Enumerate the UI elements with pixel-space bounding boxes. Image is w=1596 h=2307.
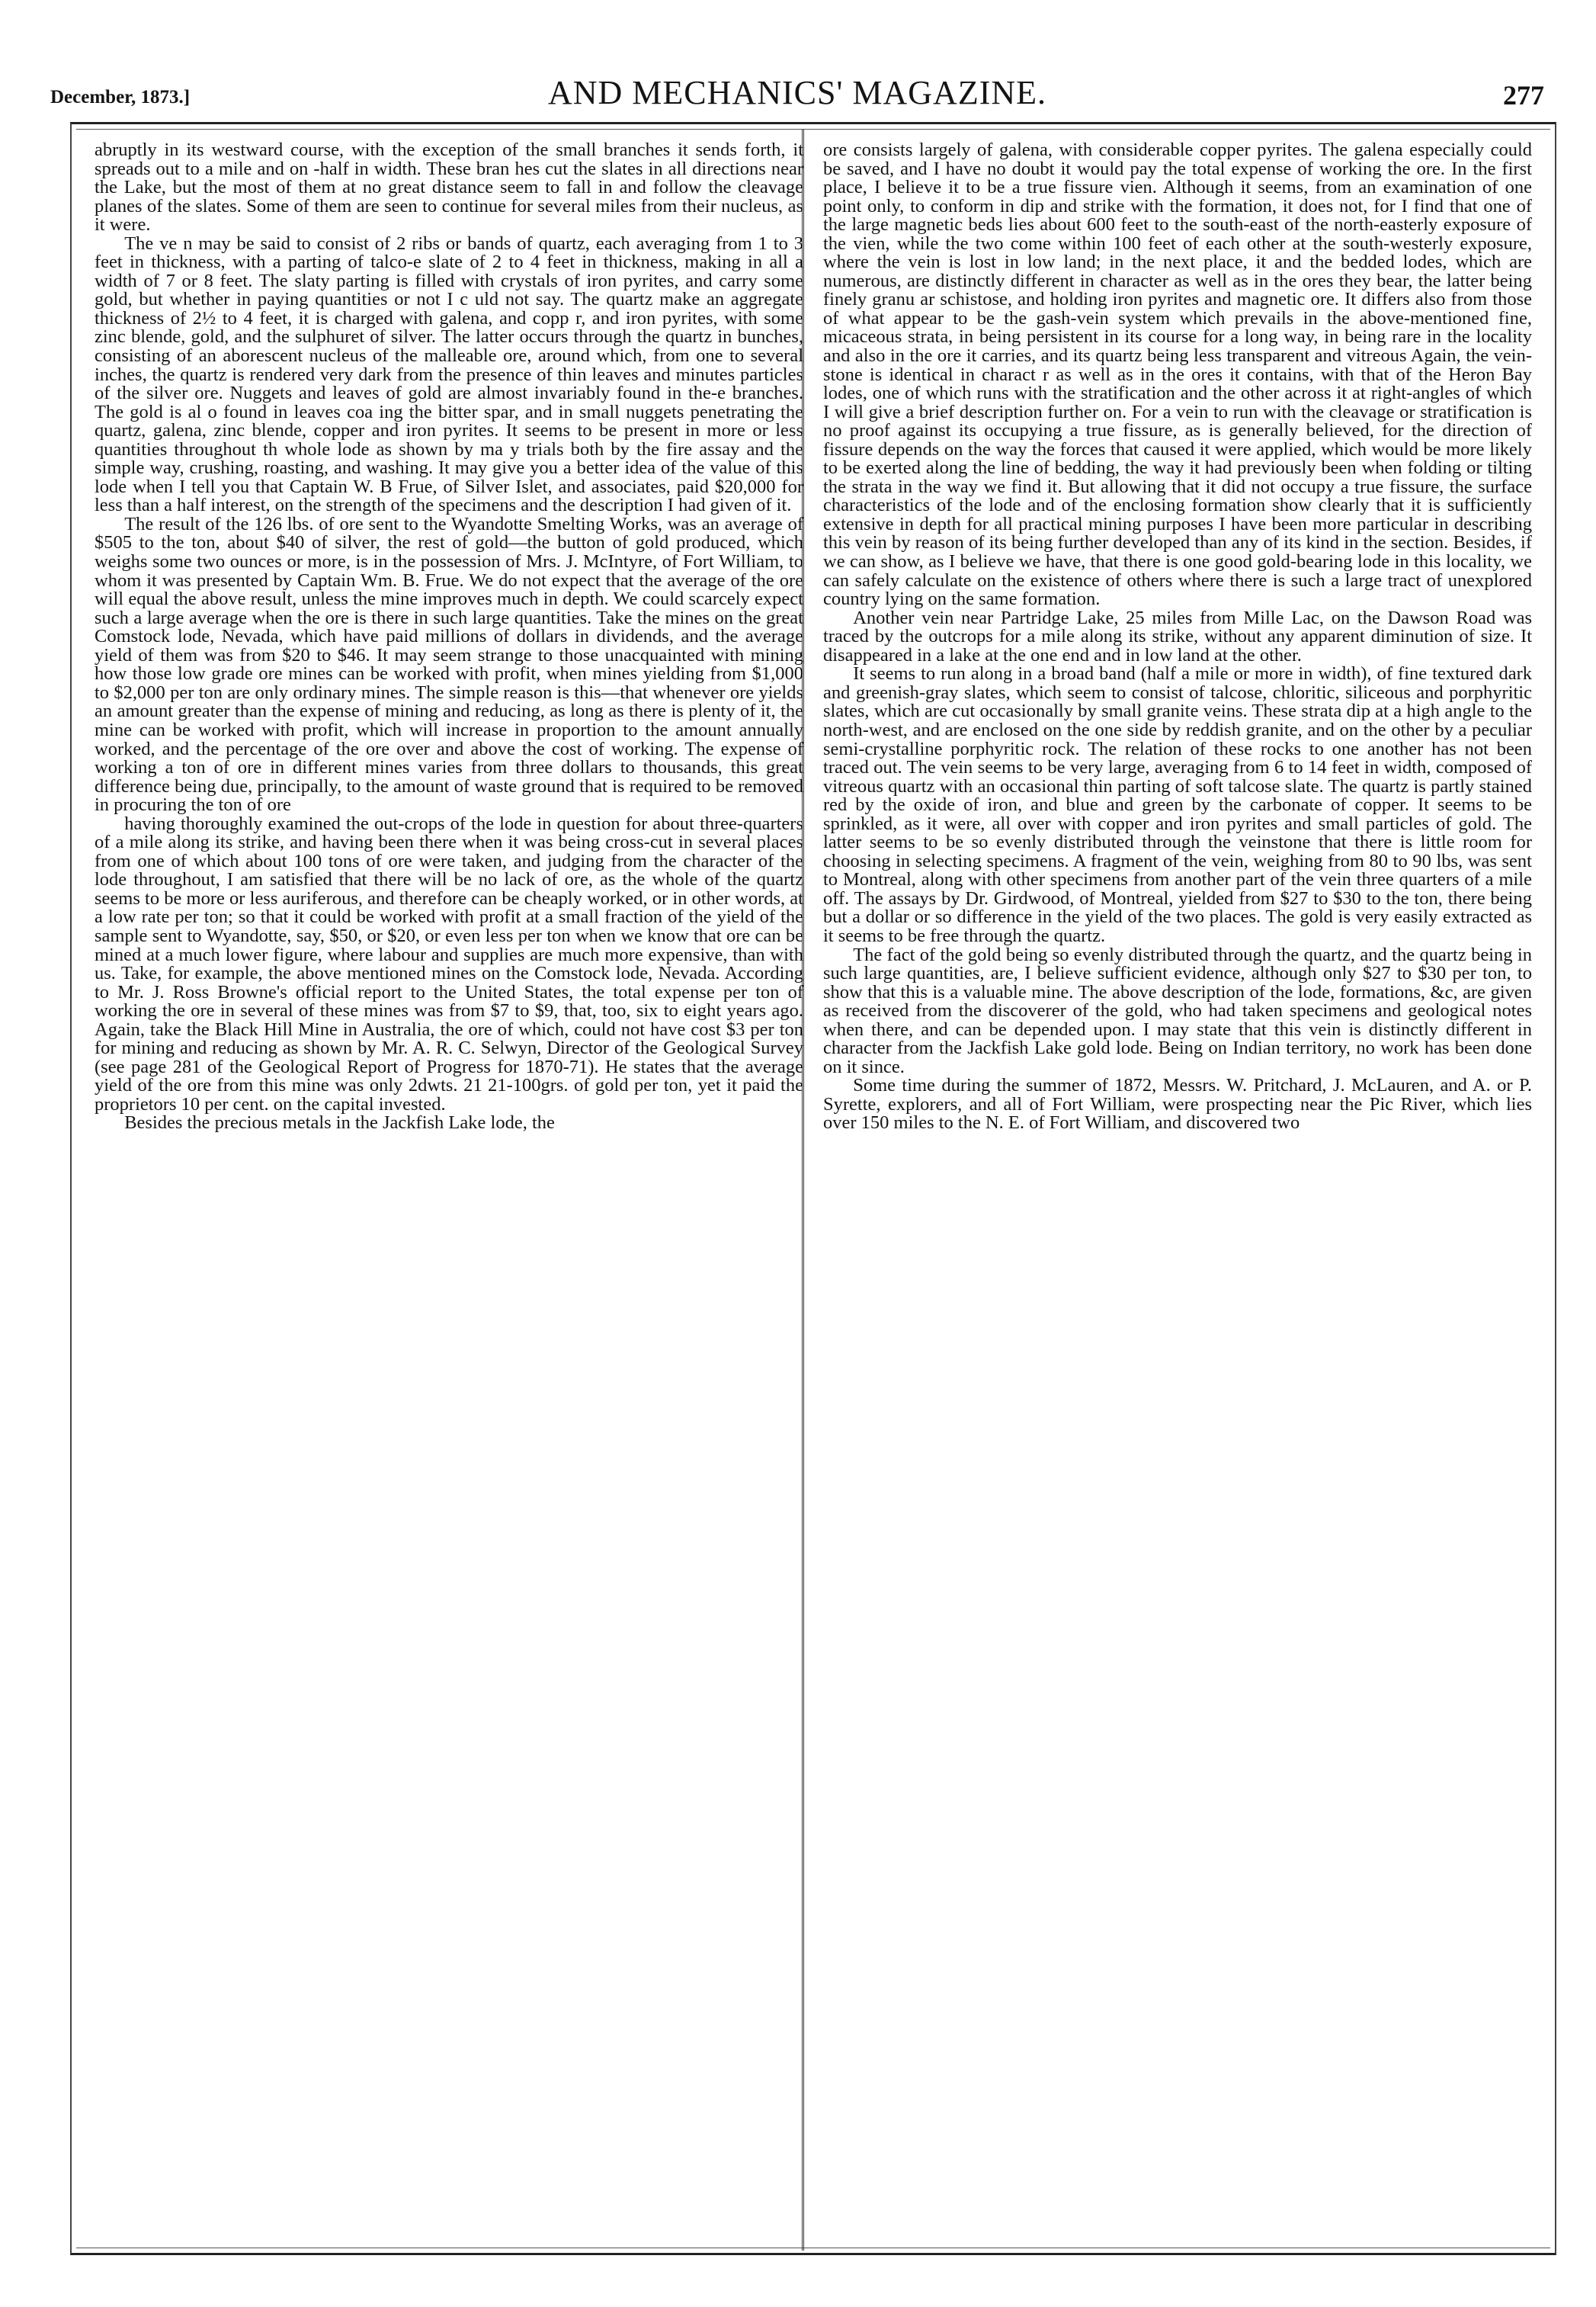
paragraph: The fact of the gold being so evenly distributed through the quartz, and the quartz being in such large quantities, are, I believe sufficient evidence, although only $27 to $30 per ton, to show that this is a valuable mine. The above description of the lode, formations, &c, are given as received from the discoverer of the gold, who had taken specimens and geological notes when there, and can be depended upon. I may state that this vein is distinctly different in character from the Jackfish Lake gold lode. Being on Indian territory, no work has been done on it since.	[823, 944, 1532, 1077]
paragraph: ore consists largely of galena, with considerable copper pyrites. The galena especially could be saved, and I have no doubt it would pay the total expense of working the ore. In the first place, I believe it to be a true fissure vien. Although it seems, from an examination of one point only, to conform in dip and strike with the formation, it does not, for I find that one of the large magnetic beds lies about 600 feet to the south-east of the north-easterly exposure of the vien, while the two come within 100 feet of each other at the south-westerly exposure, where the vein is lost in low land; in the next place, it and the bedded lodes, which are numerous, are distinctly different in character as well as in the ores they bear, the latter being finely granu ar schistose, and holding iron pyrites and magnetic ore. It differs also from those of what appear to be the gash-vein system which prevails in the above-mentioned fine, micaceous strata, in being persistent in its course for a long way, in being rare in the locality and also in the ore it carries, and its quartz being less transparent and vitreous Again, the vein-stone is identical in charact r as well as in the ores it contains, with that of the Heron Bay lodes, one of which runs with the stratification and the other across it at right-angles of which I will give a brief description further on. For a vein to run with the cleavage or stratification is no proof against its occupying a true fissure, as is generally believed, for the direction of fissure depends on the way the forces that caused it were applied, which would be more likely to be exerted along the line of bedding, the way it had previously been when folding or tilting the strata in the way we find it. But allowing that it did not occupy a true fissure, the surface characteristics of the lode and of the enclosing formation show clearly that it is sufficiently extensive in depth for all practical mining purposes I have been more particular in describing this vein by reason of its being further developed than any of its kind in the section. Besides, if we can show, as I believe we have, that there is one good gold-bearing lode in this locality, we can safely calculate on the existence of others where there is such a large tract of unexplored country lying on the same formation.	[823, 141, 1532, 610]
paragraph: Some time during the summer of 1872, Messrs. W. Pritchard, J. McLauren, and A. or P. Syrette, explorers, and all of Fort William, were prospecting near the Pic River, which lies over 150 miles to the N. E. of Fort William, and discovered two	[823, 1075, 1532, 1134]
right-column	[823, 141, 1532, 2245]
paragraph: It seems to run along in a broad band (half a mile or more in width), of fine textured dark and greenish-gray slates, which seem to consist of talcose, chloritic, siliceous and porphyritic slates, which are cut occasionally by small granite veins. These strata dip at a high angle to the north-west, and are enclosed on the one side by reddish granite, and on the other by a peculiar semi-crystalline porphyritic rock. The relation of these rocks to one another has not been traced out. The vein seems to be very large, averaging from 6 to 14 feet in width, composed of vitreous quartz with an occasional thin parting of soft talcose slate. The quartz is partly stained red by the oxide of iron, and blue and green by the carbonate of copper. It seems to be sprinkled, as it were, all over with copper and iron pyrites and small particles of gold. The latter seems to be so evenly distributed through the veinstone that there is little room for choosing in selecting specimens. A fragment of the vein, weighing from 80 to 90 lbs, was sent to Montreal, along with other specimens from another part of the vein three quarters of a mile off. The assays by Dr. Girdwood, of Montreal, yielded from $27 to $30 to the ton, there being but a dollar or so difference in the yield of the two places. The gold is very easily extracted as it seems to be free through the quartz.	[823, 663, 1532, 946]
paragraph: The result of the 126 lbs. of ore sent to the Wyandotte Smelting Works, was an average of $505 to the ton, about $40 of silver, the rest of gold—the button of gold produced, which weighs some two ounces or more, is in the possession of Mrs. J. McIntyre, of Fort William, to whom it was presented by Captain Wm. B. Frue. We do not expect that the average of the ore will equal the above result, unless the mine improves much in depth. We could scarcely expect such a large average when the ore is there in such large quantities. Take the mines on the great Comstock lode, Nevada, which have paid millions of dollars in dividends, and the average yield of them was from $20 to $46. It may seem strange to those unacquainted with mining how those low grade ore mines can be worked with profit, when mines yielding from $1,000 to $2,000 per ton are only ordinary mines. The simple reason is this—that whenever ore yields an amount greater than the expense of mining and reducing, as long as there is plenty of it, the mine can be worked with profit, which will increase in proportion to the amount annually worked, and the percentage of the ore over and above the cost of working. The expense of working a ton of ore in different mines varies from three dollars to thousands, this great difference being due, principally, to the amount of waste ground that is required to be removed in procuring the ton of ore	[95, 513, 803, 816]
paragraph: having thoroughly examined the out-crops of the lode in question for about three-quarters of a mile along its strike, and having been there when it was being cross-cut in several places from one of which about 100 tons of ore were taken, and judging from the character of the lode throughout, I am satisfied that there will be no lack of ore, as the whole of the quartz seems to be more or less auriferous, and therefore can be cheaply worked, or in other words, at a low rate per ton; so that it could be worked with profit at a small fraction of the yield of the sample sent to Wyandotte, say, $50, or $20, or even less per ton when we know that ore can be mined at a much lower figure, where labour and supplies are much more expensive, than with us. Take, for example, the above mentioned mines on the Comstock lode, Nevada. According to Mr. J. Ross Browne's official report to the United States, the total expense per ton of working the ore in several of these mines was from $7 to $9, that, too, six to eight years ago. Again, take the Black Hill Mine in Australia, the ore of which, could not have cost $3 per ton for mining and reducing as shown by Mr. A. R. C. Selwyn, Director of the Geological Survey (see page 281 of the Geological Report of Progress for 1870-71). He states that the average yield of the ore from this mine was only 2dwts. 21 21-100grs. of gold per ton, yet it paid the proprietors 10 per cent. on the capital invested.	[95, 813, 803, 1115]
paragraph: The ve n may be said to consist of 2 ribs or bands of quartz, each averaging from 1 to 3 feet in thickness, with a parting of talco-e slate of 2 to 4 feet in thickness, making in all a width of 7 or 8 feet. The slaty parting is filled with crystals of iron pyrites, and carry some gold, but whether in paying quantities or not I c uld not say. The quartz make an aggregate thickness of 2½ to 4 feet, it is charged with galena, and copp r, and iron pyrites, with some zinc blende, gold, and the sulphuret of silver. The latter occurs through the quartz in bunches, consisting of an aborescent nucleus of the malleable ore, around which, from one to several inches, the quartz is rendered very dark from the presence of thin leaves and minutes particles of the silver ore. Nuggets and leaves of gold are almost invariably found in the-e branches. The gold is al o found in leaves coa ing the bitter spar, and in small nuggets penetrating the quartz, galena, zinc blende, copper and iron pyrites. It seems to be present in more or less quantities throughout th whole lode as shown by ma y trials both by the fire assay and the simple way, crushing, roasting, and washing. It may give you a better idea of the value of this lode when I tell you that Captain W. B Frue, of Silver Islet, and associates, paid $20,000 for less than a half interest, on the strength of the specimens and the description I had given of it.	[95, 233, 803, 516]
left-column	[95, 141, 803, 2245]
page-header	[50, 73, 1544, 116]
paragraph: Besides the precious metals in the Jackfish Lake lode, the	[124, 1112, 555, 1134]
page-number: 277	[1503, 80, 1544, 111]
issue-date: December, 1873.]	[50, 87, 191, 107]
running-title: AND MECHANICS' MAGAZINE.	[547, 74, 1047, 111]
paragraph: abruptly in its westward course, with the exception of the small branches it sends forth, it spreads out to a mile and on -half in width. These bran hes cut the slates in all directions near the Lake, but the most of them at no great distance seem to fall in and follow the cleavage planes of the slates. Some of them are seen to continue for several miles from their nucleus, as it were.	[95, 141, 803, 236]
paragraph: Another vein near Partridge Lake, 25 miles from Mille Lac, on the Dawson Road was traced by the outcrops for a mile along its strike, without any apparent diminution of size. It disappeared in a lake at the one end and in low land at the other.	[823, 607, 1532, 666]
